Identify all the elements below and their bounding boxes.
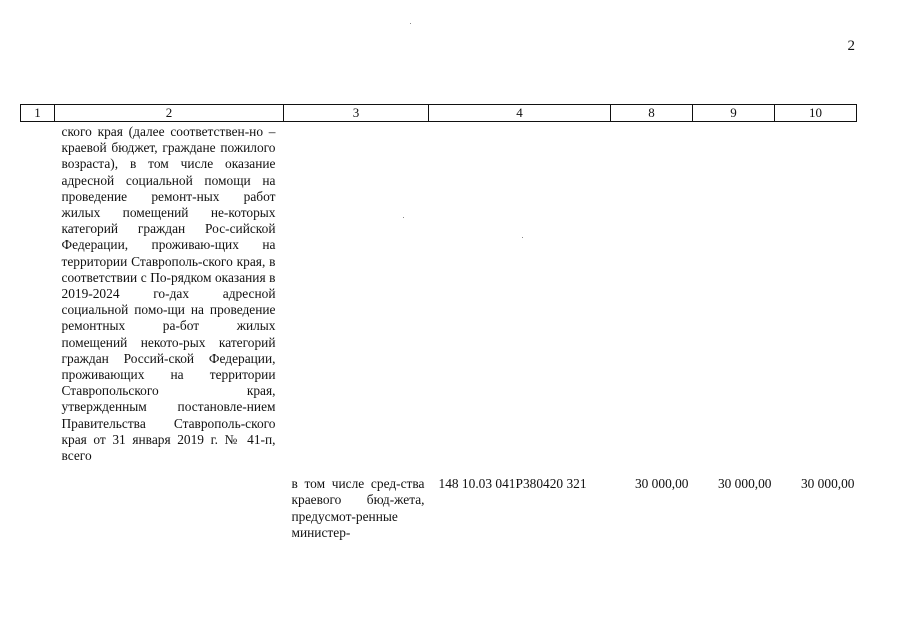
budget-table [20,104,857,541]
amount-col-10: 30 000,00 [800,476,855,492]
column-header-4: 4 [429,105,611,122]
column-header-3: 3 [284,105,429,122]
row-description: ского края (далее соответствен-но – краевой бюджет, граждане пожилого возраста), в том числе оказание адресной социальной помощи на проведение ремонт-ных работ жилых помещений не-которых категорий граждан Рос-сийской Федерации, проживаю-щих на территории Ставрополь-ского края, в соответствии с По-рядком оказания в 2019-2024 го-дах адресной социальной помо-щи на проведение ремонтных ра-бот жилых помещений некото-рых категорий граждан Россий-ской Федерации, проживающих на территории Ставропольского края, утвержденным постановле-нием Правительства Ставрополь-ского края от 31 января 2019 г. № 41-п, всего [61,124,276,464]
table-header-row [21,105,857,122]
column-header-2: 2 [55,105,284,122]
row-spacer [21,464,857,476]
column-header-8: 8 [611,105,693,122]
scan-speck [410,23,411,24]
column-header-10: 10 [775,105,857,122]
funding-source-text: в том числе сред-ства краевого бюд-жета, предусмот-ренные министер- [291,476,425,540]
column-header-1: 1 [21,105,55,122]
amount-col-8: 30 000,00 [634,476,689,492]
table-row [21,122,857,465]
page-number: 2 [847,38,855,54]
column-header-9: 9 [693,105,775,122]
amount-col-9: 30 000,00 [717,476,772,492]
table-row [21,476,857,541]
budget-code: 148 10.03 041P380420 321 [438,476,587,492]
